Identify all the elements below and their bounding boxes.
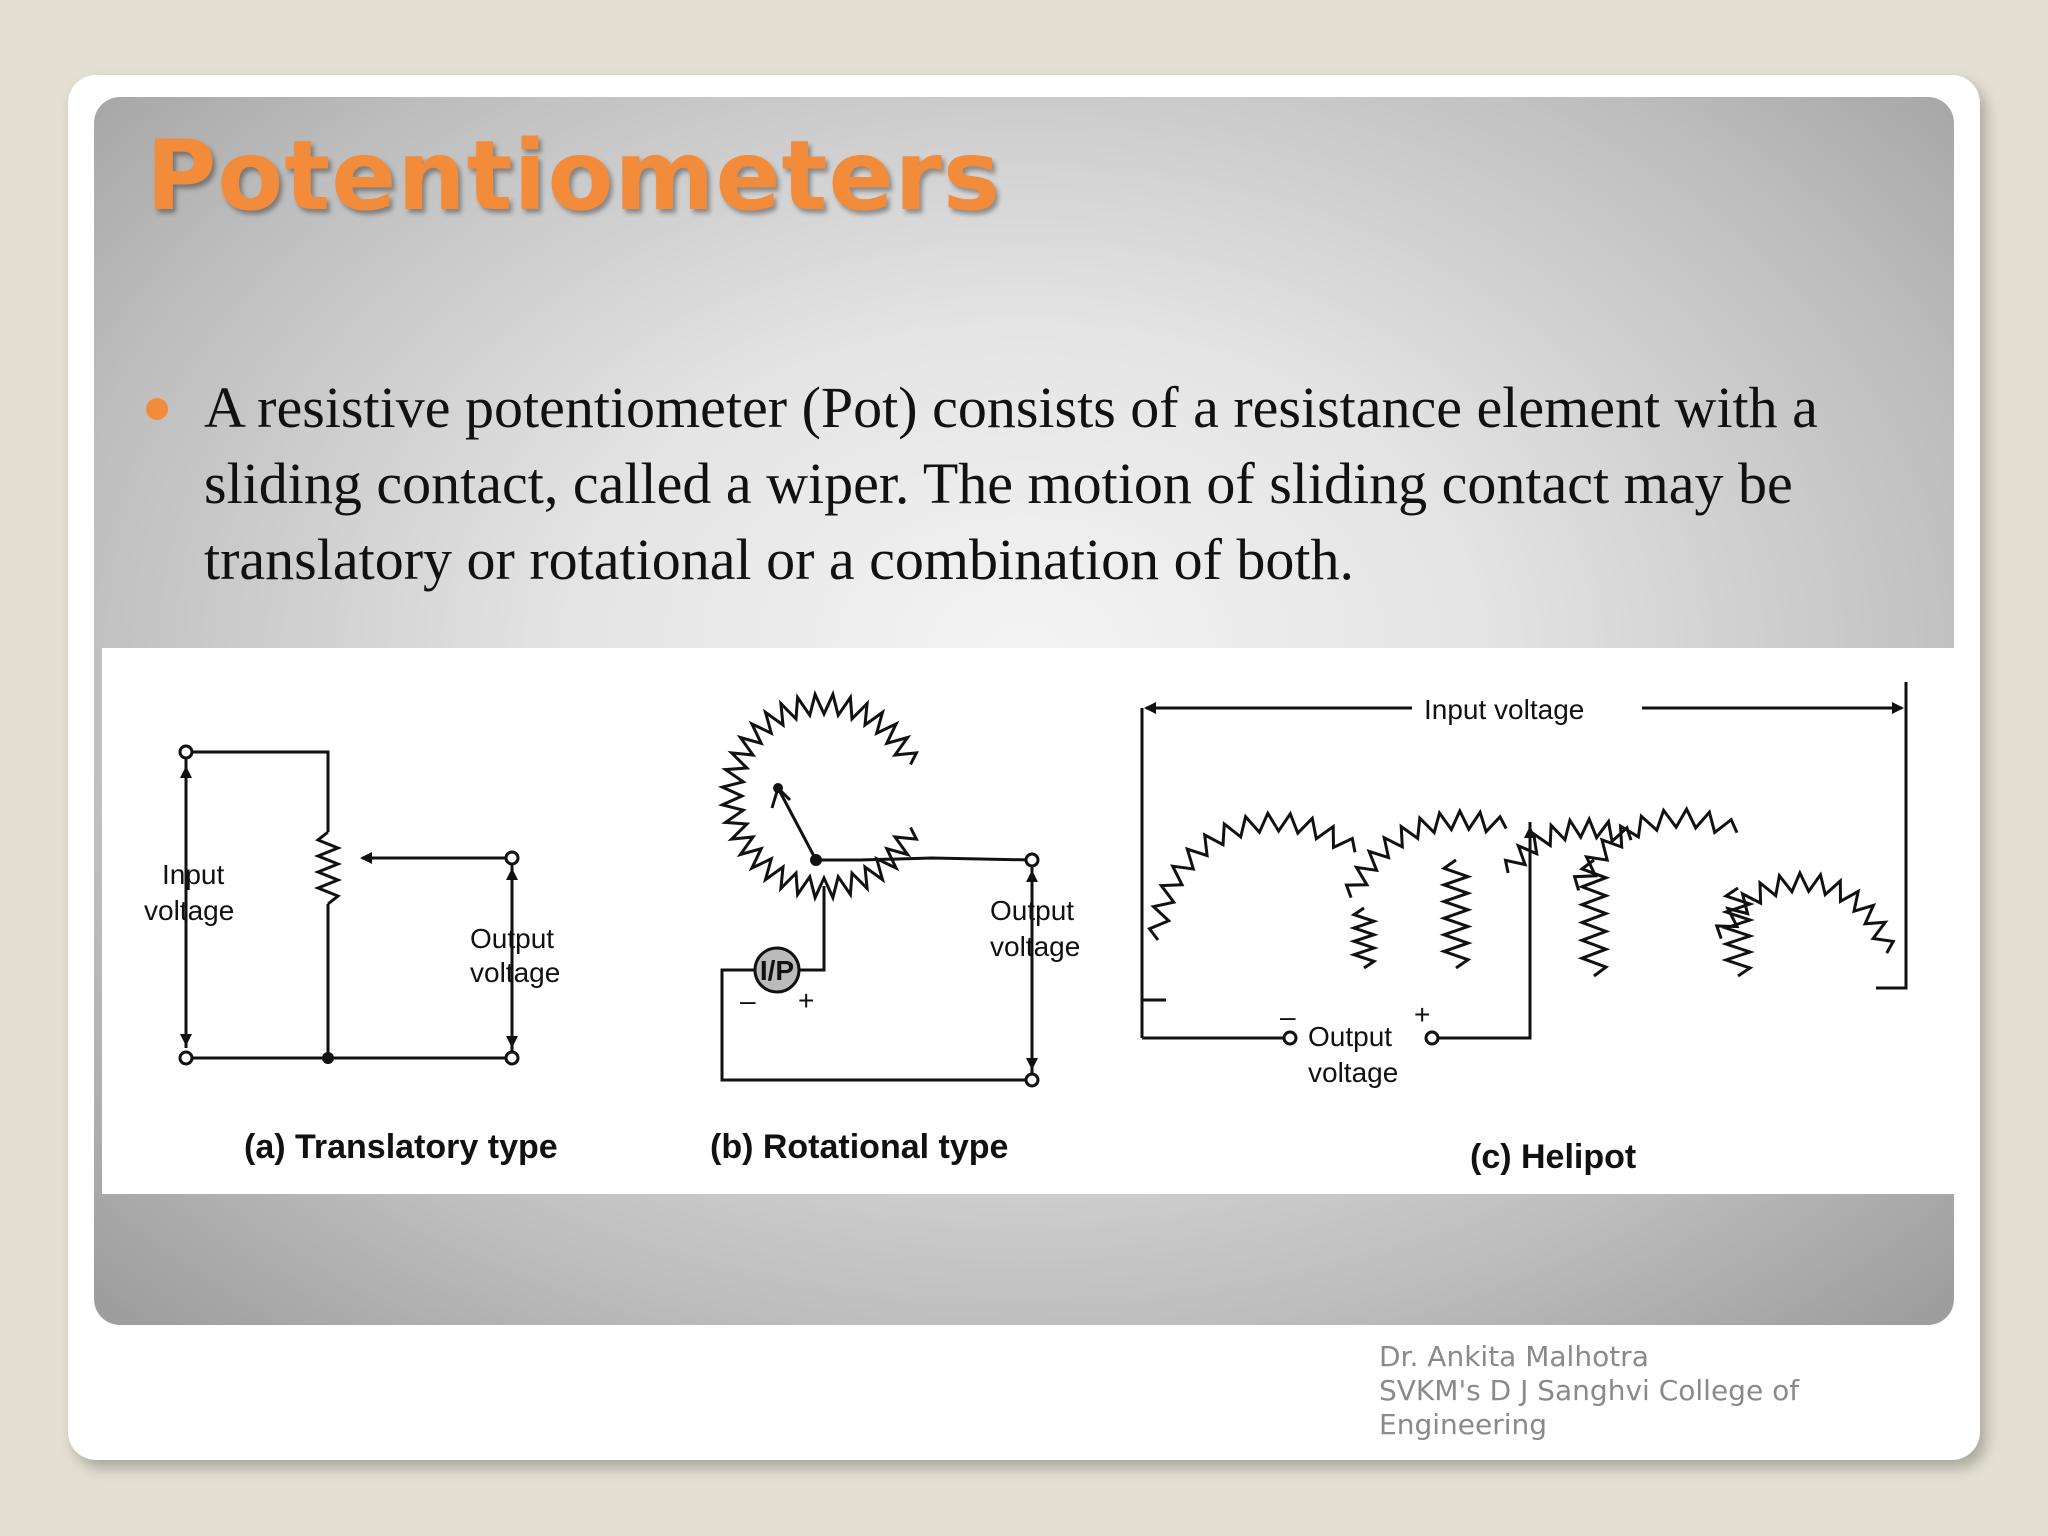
helipot-input-label: Input voltage (1424, 694, 1585, 725)
rotary-resistor-zigzag (722, 694, 916, 897)
terminal (1026, 854, 1038, 866)
footer-author: Dr. Ankita Malhotra (1379, 1340, 1649, 1373)
bullet-text: A resistive potentiometer (Pot) consists of a resistance element with a sliding contact, called a wiper. The motion of sliding contact may be translatory or rotational or a combination of both. (204, 375, 1818, 592)
rotational-diagram (722, 788, 1032, 1080)
helipot-plus: + (1414, 999, 1431, 1030)
output-voltage-label: Output (470, 923, 555, 954)
slide-title: Potentiometers (146, 120, 1002, 232)
helix-arc-zigzag (1575, 809, 1737, 890)
helix-coil-zigzag (1444, 860, 1468, 968)
source-label: I/P (759, 955, 795, 986)
helipot-minus: – (1280, 1001, 1296, 1032)
helipot-output-label: Output (1308, 1021, 1393, 1052)
helix-arc-zigzag (1150, 813, 1356, 940)
junction-dot (773, 783, 783, 793)
resistor-zigzag (318, 832, 338, 904)
source-plus: + (798, 985, 815, 1016)
caption-rotational: (b) Rotational type (710, 1128, 1009, 1166)
helix-coil-zigzag (1726, 888, 1750, 976)
junction-dot (810, 854, 822, 866)
terminal (1026, 1074, 1038, 1086)
input-voltage-label: Input (162, 859, 225, 890)
potentiometer-figure (102, 648, 1978, 1194)
helipot-output-label: voltage (1308, 1057, 1399, 1088)
input-voltage-label: voltage (144, 895, 235, 926)
helix-arc-zigzag (1717, 873, 1893, 953)
footer-institution: Engineering (1379, 1408, 1547, 1441)
caption-translatory: (a) Translatory type (244, 1128, 558, 1166)
terminal (180, 1052, 192, 1064)
helix-coil-zigzag (1354, 908, 1374, 968)
output-voltage-label: voltage (470, 957, 561, 988)
terminal (1284, 1032, 1296, 1044)
caption-helipot: (c) Helipot (1470, 1138, 1637, 1176)
output-voltage-label: voltage (990, 931, 1081, 962)
footer-institution: SVKM's D J Sanghvi College of (1379, 1374, 1800, 1407)
footer (1379, 1340, 1799, 1442)
terminal (180, 746, 192, 758)
bullet-dot-icon (146, 398, 168, 420)
source-minus: – (740, 985, 756, 1016)
potentiometer-diagrams (102, 648, 1978, 1194)
junction-dot (322, 1052, 334, 1064)
output-voltage-label: Output (990, 895, 1075, 926)
terminal (1426, 1032, 1438, 1044)
translatory-diagram (186, 752, 512, 1058)
terminal (506, 852, 518, 864)
terminal (506, 1052, 518, 1064)
helix-arc-zigzag (1347, 811, 1507, 898)
helix-arc-zigzag (1506, 819, 1632, 873)
